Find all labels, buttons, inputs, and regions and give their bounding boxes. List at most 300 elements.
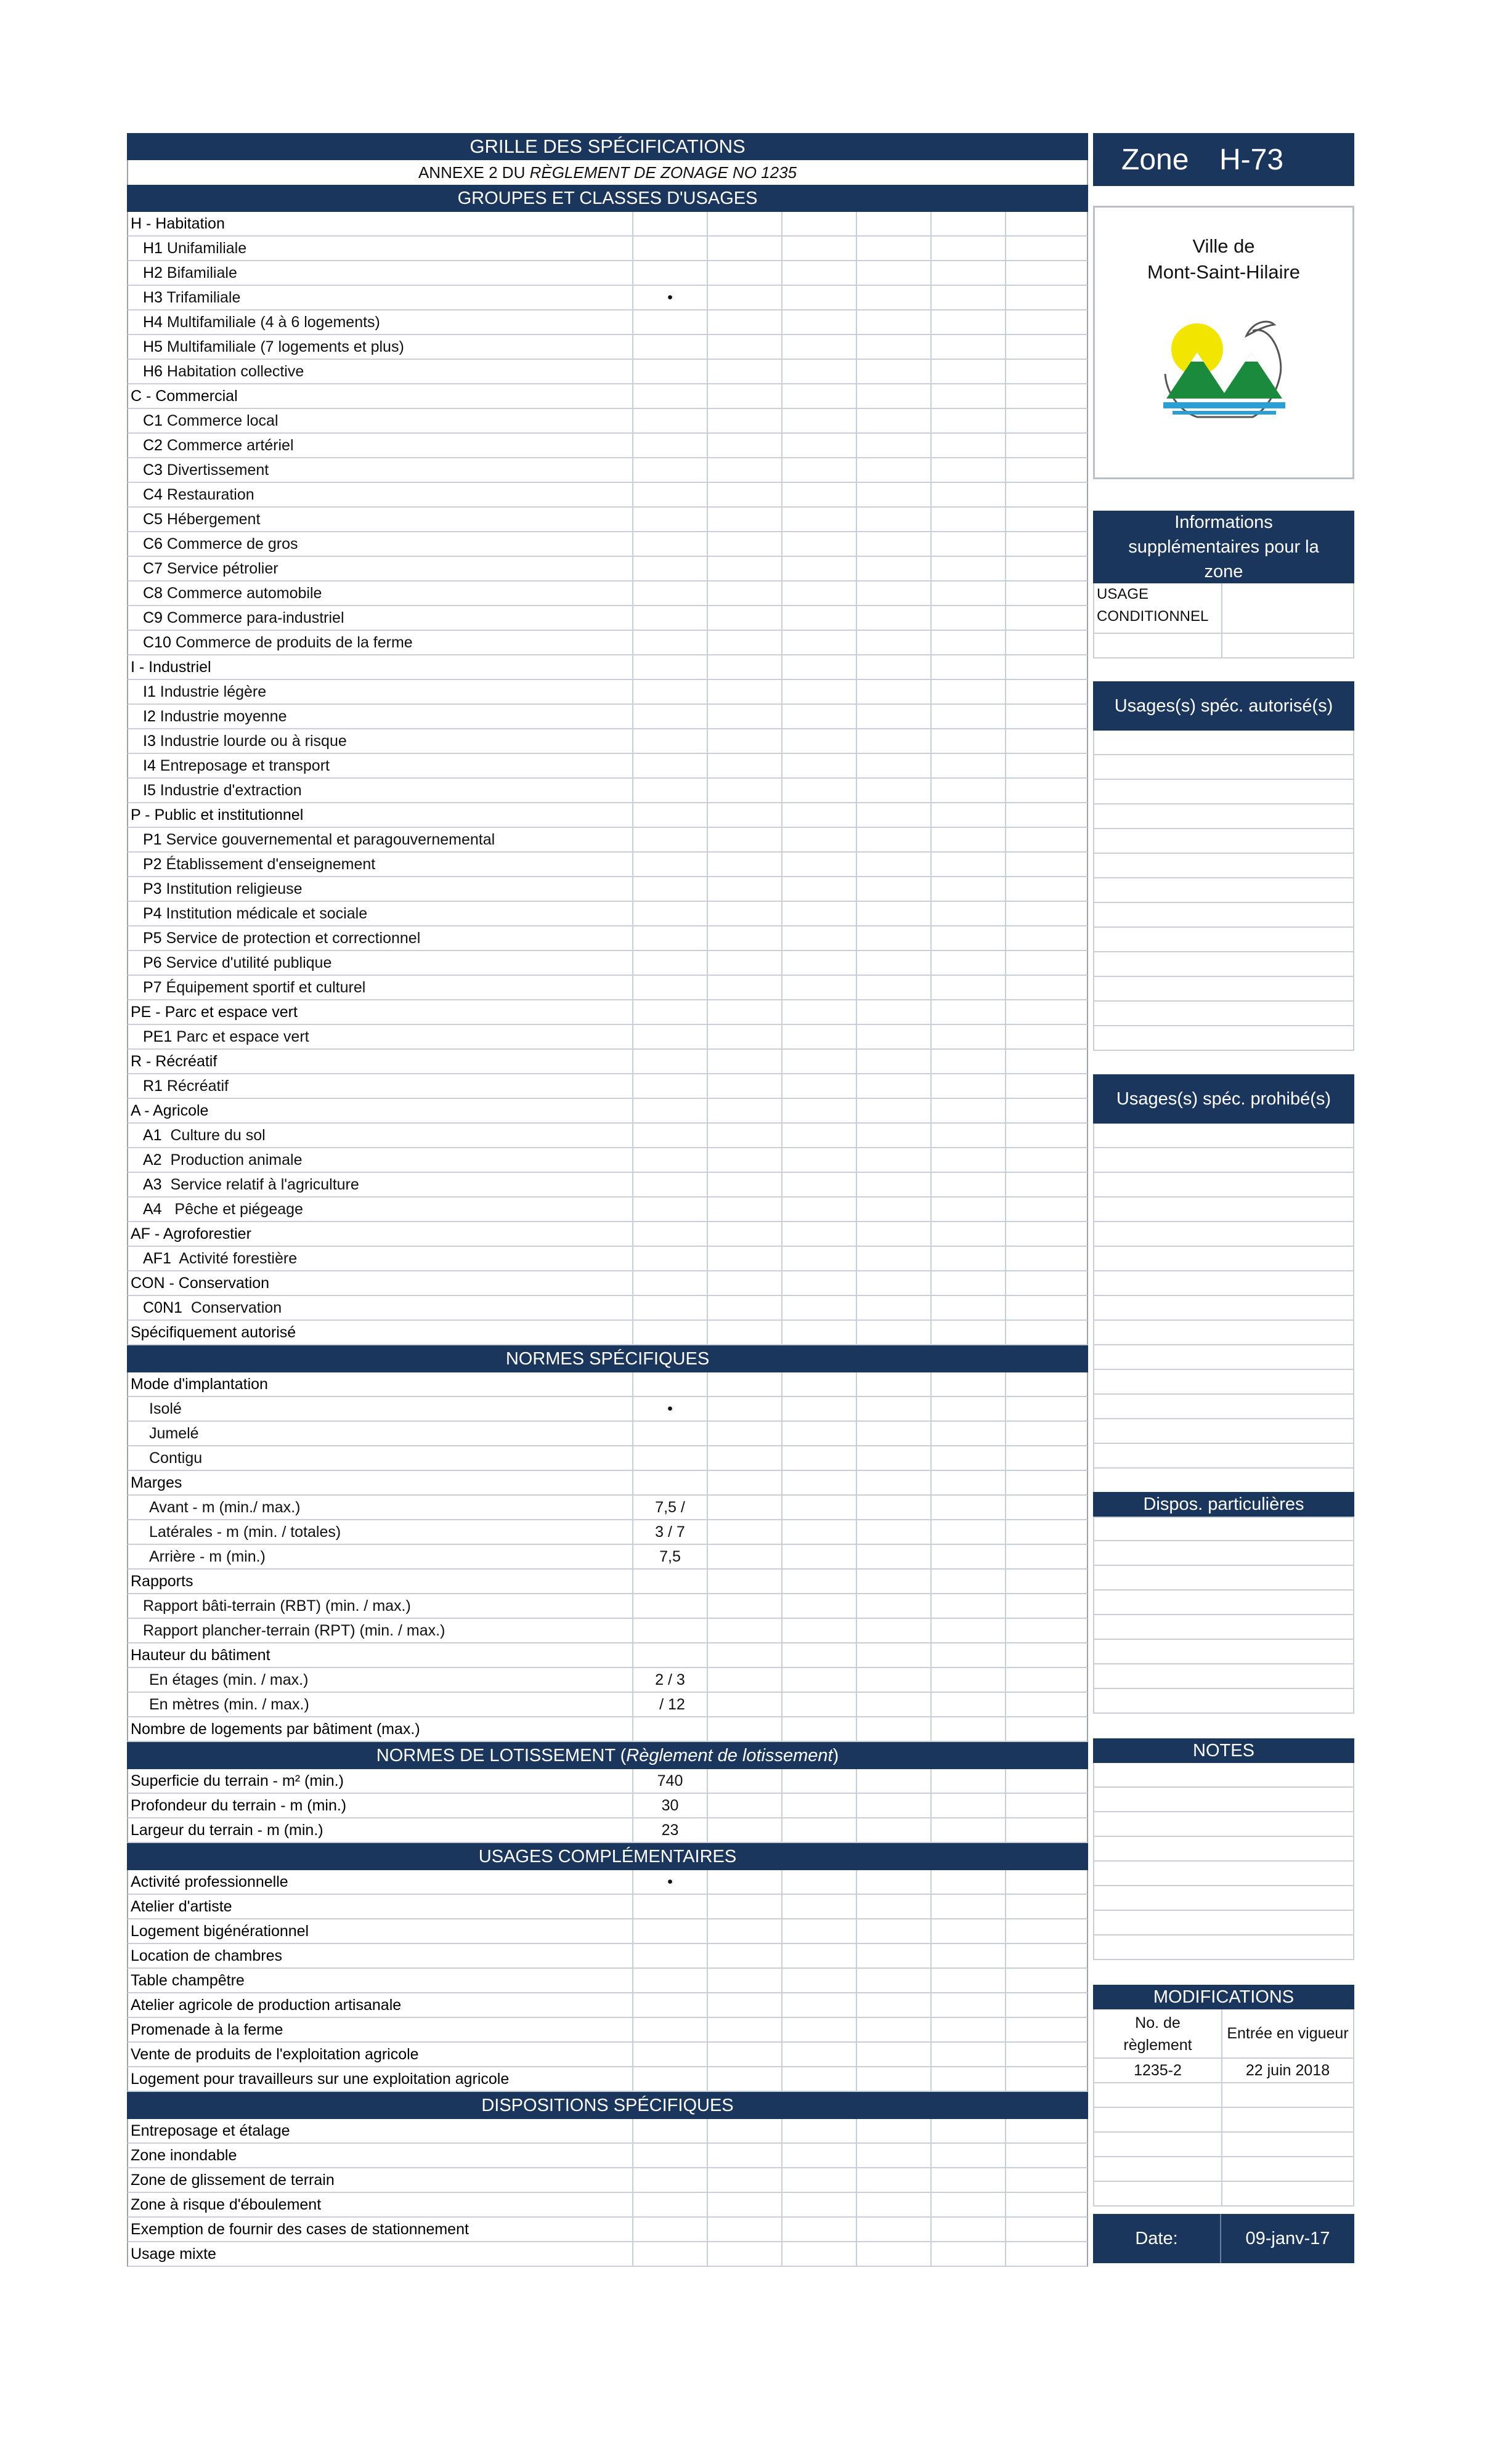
empty-row[interactable] [1093,952,1354,977]
grid-cell[interactable] [781,1496,856,1519]
grid-cell[interactable] [707,1247,781,1270]
grid-cell[interactable] [781,631,856,654]
grid-cell[interactable] [781,705,856,728]
grid-cell[interactable] [707,1619,781,1642]
grid-cell[interactable] [781,286,856,309]
grid-cell[interactable] [632,951,707,975]
grid-cell[interactable] [1005,2144,1079,2167]
grid-cell[interactable] [781,606,856,630]
grid-cell[interactable] [781,2168,856,2192]
grid-cell[interactable] [856,2043,930,2066]
empty-row[interactable] [1093,1911,1354,1935]
grid-cell[interactable] [1005,384,1079,408]
grid-cell[interactable] [930,1693,1005,1716]
grid-cell[interactable] [930,877,1005,901]
grid-cell[interactable] [781,803,856,827]
grid-cell[interactable] [781,1271,856,1295]
grid-cell[interactable] [781,310,856,334]
empty-row[interactable] [1093,1345,1354,1370]
grid-cell[interactable] [707,1969,781,1992]
grid-cell[interactable] [707,1717,781,1741]
grid-cell[interactable] [1005,1296,1079,1319]
grid-cell[interactable] [856,1271,930,1295]
grid-cell[interactable] [930,1818,1005,1842]
grid-cell[interactable] [856,729,930,753]
grid-cell[interactable] [856,1895,930,1918]
grid-cell[interactable] [930,335,1005,359]
grid-cell[interactable] [930,705,1005,728]
grid-cell[interactable] [632,655,707,679]
grid-cell[interactable] [930,1397,1005,1420]
grid-cell[interactable] [856,286,930,309]
grid-cell[interactable] [856,360,930,383]
grid-cell[interactable] [781,1769,856,1793]
grid-cell[interactable] [856,951,930,975]
grid-cell[interactable] [632,1446,707,1470]
grid-cell[interactable] [707,902,781,925]
grid-cell[interactable] [707,1124,781,1147]
grid-cell[interactable] [856,582,930,605]
grid-cell[interactable] [930,2144,1005,2167]
grid-cell[interactable] [632,1619,707,1642]
grid-cell[interactable] [856,803,930,827]
grid-cell[interactable] [707,1025,781,1048]
grid-cell[interactable] [930,1198,1005,1221]
grid-cell[interactable] [930,1271,1005,1295]
grid-cell[interactable] [1005,1668,1079,1692]
mod-date[interactable] [1221,2083,1353,2107]
grid-cell[interactable] [1005,508,1079,531]
grid-cell[interactable] [856,2242,930,2266]
grid-cell[interactable] [930,532,1005,556]
empty-row[interactable] [1093,1615,1354,1640]
grid-cell[interactable] [1005,1148,1079,1172]
mod-date[interactable] [1221,2133,1353,2156]
grid-cell[interactable] [781,2018,856,2041]
grid-cell[interactable] [856,754,930,777]
empty-row[interactable] [1093,1271,1354,1296]
grid-cell[interactable] [632,902,707,925]
grid-cell[interactable] [930,1372,1005,1396]
grid-cell[interactable] [930,1099,1005,1122]
grid-cell[interactable] [930,2168,1005,2192]
grid-cell[interactable] [707,286,781,309]
grid-cell[interactable] [781,1446,856,1470]
grid-cell[interactable] [930,655,1005,679]
grid-cell[interactable] [632,2018,707,2041]
grid-cell[interactable] [856,1594,930,1618]
grid-cell[interactable] [781,779,856,802]
grid-cell[interactable] [632,483,707,506]
grid-cell[interactable] [707,926,781,950]
grid-cell[interactable] [1005,2119,1079,2142]
grid-cell[interactable] [930,1422,1005,1445]
grid-cell[interactable] [632,582,707,605]
grid-cell[interactable] [707,2218,781,2241]
grid-cell[interactable] [632,335,707,359]
usage-conditionnel-value[interactable] [1221,583,1353,633]
grid-cell[interactable] [856,902,930,925]
grid-cell[interactable] [1005,261,1079,285]
grid-cell[interactable] [781,1643,856,1667]
grid-cell[interactable] [856,1148,930,1172]
grid-cell[interactable] [632,1594,707,1618]
grid-cell[interactable] [856,1643,930,1667]
grid-cell[interactable] [856,2168,930,2192]
grid-cell[interactable] [781,1993,856,2017]
empty-row[interactable] [1093,1444,1354,1469]
mod-date[interactable] [1221,2157,1353,2181]
grid-cell[interactable] [781,1717,856,1741]
grid-cell[interactable] [632,2242,707,2266]
grid-cell[interactable] [632,384,707,408]
grid-cell[interactable] [632,1643,707,1667]
grid-cell[interactable] [856,1025,930,1048]
mod-reglement[interactable] [1094,2182,1221,2205]
grid-cell[interactable] [707,2193,781,2216]
grid-cell[interactable] [781,655,856,679]
grid-cell[interactable] [930,1969,1005,1992]
grid-cell[interactable] [930,754,1005,777]
grid-cell[interactable] [632,212,707,235]
grid-cell[interactable] [1005,853,1079,876]
grid-cell[interactable] [707,877,781,901]
grid-cell[interactable] [856,1397,930,1420]
grid-cell[interactable] [632,237,707,260]
grid-cell[interactable] [930,853,1005,876]
grid-cell[interactable] [930,2119,1005,2142]
grid-cell[interactable] [930,557,1005,580]
grid-cell[interactable] [632,1895,707,1918]
grid-cell[interactable] [781,1969,856,1992]
grid-cell[interactable] [856,853,930,876]
grid-cell[interactable] [707,1422,781,1445]
grid-cell[interactable] [1005,1643,1079,1667]
empty-row[interactable] [1093,1124,1354,1148]
grid-cell[interactable] [930,1247,1005,1270]
empty-row[interactable] [1093,1566,1354,1591]
grid-cell[interactable] [856,1124,930,1147]
grid-cell[interactable] [707,1000,781,1024]
mod-reglement[interactable] [1094,2083,1221,2107]
grid-cell[interactable] [856,237,930,260]
grid-cell[interactable] [707,1993,781,2017]
grid-cell[interactable] [930,360,1005,383]
grid-cell[interactable] [707,1520,781,1544]
grid-cell[interactable] [1005,1222,1079,1246]
grid-cell[interactable] [856,384,930,408]
grid-cell[interactable] [632,310,707,334]
grid-cell[interactable] [781,1944,856,1968]
grid-cell[interactable] [781,1050,856,1073]
grid-cell[interactable] [707,828,781,851]
grid-cell[interactable] [856,1570,930,1593]
grid-cell[interactable] [707,729,781,753]
grid-cell[interactable] [707,1222,781,1246]
grid-cell[interactable] [1005,655,1079,679]
grid-cell[interactable] [1005,1993,1079,2017]
empty-row[interactable] [1093,1026,1354,1051]
grid-cell[interactable] [632,1919,707,1943]
empty-row[interactable] [1093,1689,1354,1714]
grid-cell[interactable] [781,1372,856,1396]
grid-cell[interactable] [856,1222,930,1246]
grid-cell[interactable] [632,1422,707,1445]
grid-cell[interactable] [856,1545,930,1568]
grid-cell[interactable] [1005,1919,1079,1943]
grid-cell[interactable] [707,483,781,506]
grid-cell[interactable] [930,2242,1005,2266]
grid-cell[interactable] [1005,2218,1079,2241]
grid-cell[interactable] [632,729,707,753]
grid-cell[interactable] [930,2193,1005,2216]
grid-cell[interactable] [707,1769,781,1793]
empty-row[interactable] [1093,1664,1354,1689]
grid-cell[interactable] [930,2218,1005,2241]
grid-cell[interactable] [707,1271,781,1295]
grid-cell[interactable] [707,532,781,556]
grid-cell[interactable] [930,1717,1005,1741]
grid-cell[interactable] [1005,532,1079,556]
grid-cell[interactable] [856,2067,930,2091]
grid-cell[interactable] [707,1545,781,1568]
grid-cell[interactable] [781,1794,856,1817]
grid-cell[interactable] [632,1124,707,1147]
empty-row[interactable] [1093,1935,1354,1960]
grid-cell[interactable] [856,532,930,556]
grid-cell[interactable] [707,1818,781,1842]
grid-cell[interactable] [632,1321,707,1344]
grid-cell[interactable] [707,976,781,999]
grid-cell[interactable] [632,1296,707,1319]
grid-cell[interactable] [930,310,1005,334]
empty-row[interactable] [1093,1640,1354,1664]
grid-cell[interactable]: • [632,1397,707,1420]
grid-cell[interactable] [707,680,781,703]
grid-cell[interactable] [856,508,930,531]
mod-date[interactable] [1221,2108,1353,2131]
grid-cell[interactable] [930,1570,1005,1593]
grid-cell[interactable] [632,926,707,950]
grid-cell[interactable] [781,902,856,925]
grid-cell[interactable] [856,1668,930,1692]
grid-cell[interactable] [856,1769,930,1793]
grid-cell[interactable] [856,1693,930,1716]
grid-cell[interactable] [1005,606,1079,630]
grid-cell[interactable] [856,877,930,901]
empty-row[interactable] [1093,1812,1354,1837]
empty-row[interactable] [1093,1788,1354,1812]
grid-cell[interactable] [1005,754,1079,777]
grid-cell[interactable] [856,680,930,703]
grid-cell[interactable] [781,976,856,999]
grid-cell[interactable] [781,1818,856,1842]
grid-cell[interactable] [930,1870,1005,1894]
empty-row[interactable] [1093,1321,1354,1345]
grid-cell[interactable] [632,409,707,432]
grid-cell[interactable] [856,1993,930,2017]
grid-cell[interactable] [1005,1969,1079,1992]
grid-cell[interactable] [1005,310,1079,334]
grid-cell[interactable] [632,532,707,556]
grid-cell[interactable] [632,557,707,580]
grid-cell[interactable] [707,237,781,260]
empty-row[interactable] [1093,928,1354,952]
grid-cell[interactable]: 740 [632,1769,707,1793]
grid-cell[interactable] [1005,237,1079,260]
grid-cell[interactable] [632,1198,707,1221]
grid-cell[interactable] [707,803,781,827]
grid-cell[interactable] [1005,1397,1079,1420]
grid-cell[interactable] [1005,1422,1079,1445]
grid-cell[interactable] [1005,1247,1079,1270]
grid-cell[interactable] [1005,409,1079,432]
empty-row[interactable] [1093,755,1354,780]
empty-row[interactable] [1093,1296,1354,1321]
grid-cell[interactable] [856,1321,930,1344]
empty-row[interactable] [1093,903,1354,928]
grid-cell[interactable] [781,1198,856,1221]
empty-row[interactable] [1093,1541,1354,1566]
grid-cell[interactable] [930,951,1005,975]
grid-cell[interactable] [707,1397,781,1420]
grid-cell[interactable] [856,212,930,235]
grid-cell[interactable] [930,803,1005,827]
grid-cell[interactable] [930,1668,1005,1692]
grid-cell[interactable] [856,926,930,950]
grid-cell[interactable] [930,1919,1005,1943]
grid-cell[interactable] [707,1870,781,1894]
grid-cell[interactable] [930,926,1005,950]
grid-cell[interactable] [856,705,930,728]
grid-cell[interactable] [632,360,707,383]
mod-date[interactable] [1221,2182,1353,2205]
grid-cell[interactable] [930,458,1005,482]
grid-cell[interactable] [930,508,1005,531]
grid-cell[interactable] [632,2119,707,2142]
empty-row[interactable] [1093,1591,1354,1615]
grid-cell[interactable] [707,779,781,802]
grid-cell[interactable] [856,976,930,999]
empty-row[interactable] [1093,1419,1354,1444]
grid-cell[interactable] [781,434,856,457]
grid-cell[interactable] [707,310,781,334]
grid-cell[interactable] [1005,779,1079,802]
grid-cell[interactable] [930,1794,1005,1817]
grid-cell[interactable] [632,1222,707,1246]
grid-cell[interactable] [781,508,856,531]
grid-cell[interactable] [930,2043,1005,2066]
grid-cell[interactable] [632,1148,707,1172]
grid-cell[interactable] [856,1422,930,1445]
grid-cell[interactable] [632,631,707,654]
grid-cell[interactable] [856,1969,930,1992]
grid-cell[interactable]: • [632,286,707,309]
grid-cell[interactable] [1005,803,1079,827]
grid-cell[interactable] [632,779,707,802]
grid-cell[interactable] [707,705,781,728]
grid-cell[interactable] [1005,1496,1079,1519]
empty-row[interactable] [1093,1862,1354,1886]
grid-cell[interactable] [1005,1446,1079,1470]
grid-cell[interactable] [1005,1074,1079,1098]
mod-reglement[interactable] [1094,2157,1221,2181]
grid-cell[interactable] [781,2119,856,2142]
grid-cell[interactable] [632,877,707,901]
grid-cell[interactable] [632,1173,707,1196]
grid-cell[interactable] [1005,2168,1079,2192]
grid-cell[interactable] [1005,1271,1079,1295]
grid-cell[interactable] [856,1050,930,1073]
mod-date[interactable]: 22 juin 2018 [1221,2059,1353,2082]
grid-cell[interactable] [707,853,781,876]
grid-cell[interactable] [781,877,856,901]
grid-cell[interactable] [1005,680,1079,703]
grid-cell[interactable] [1005,1870,1079,1894]
empty-row[interactable] [1093,731,1354,755]
grid-cell[interactable] [781,1619,856,1642]
grid-cell[interactable] [781,483,856,506]
grid-cell[interactable] [781,1000,856,1024]
grid-cell[interactable] [930,729,1005,753]
grid-cell[interactable] [781,828,856,851]
grid-cell[interactable] [930,434,1005,457]
grid-cell[interactable] [707,434,781,457]
grid-cell[interactable] [930,384,1005,408]
grid-cell[interactable] [707,1919,781,1943]
grid-cell[interactable] [781,1397,856,1420]
grid-cell[interactable] [930,1643,1005,1667]
grid-cell[interactable] [856,1496,930,1519]
grid-cell[interactable] [781,237,856,260]
grid-cell[interactable] [632,2067,707,2091]
grid-cell[interactable] [707,458,781,482]
grid-cell[interactable] [632,2218,707,2241]
grid-cell[interactable] [1005,926,1079,950]
grid-cell[interactable] [1005,951,1079,975]
grid-cell[interactable]: 7,5 [632,1545,707,1568]
grid-cell[interactable] [781,2144,856,2167]
grid-cell[interactable] [930,237,1005,260]
grid-cell[interactable] [707,606,781,630]
grid-cell[interactable] [1005,1198,1079,1221]
grid-cell[interactable] [930,483,1005,506]
grid-cell[interactable] [781,212,856,235]
grid-cell[interactable] [856,1372,930,1396]
grid-cell[interactable] [781,1693,856,1716]
grid-cell[interactable] [1005,1895,1079,1918]
grid-cell[interactable] [781,409,856,432]
grid-cell[interactable] [632,434,707,457]
grid-cell[interactable] [781,335,856,359]
grid-cell[interactable] [856,1000,930,1024]
grid-cell[interactable] [632,1471,707,1494]
grid-cell[interactable]: 30 [632,1794,707,1817]
empty-row[interactable] [1093,977,1354,1002]
grid-cell[interactable] [1005,976,1079,999]
grid-cell[interactable] [1005,1025,1079,1048]
grid-cell[interactable] [856,1919,930,1943]
grid-cell[interactable] [781,1570,856,1593]
grid-cell[interactable] [856,335,930,359]
grid-cell[interactable] [707,1471,781,1494]
grid-cell[interactable] [856,2144,930,2167]
grid-cell[interactable] [856,655,930,679]
grid-cell[interactable] [707,1693,781,1716]
grid-cell[interactable] [781,729,856,753]
grid-cell[interactable] [930,212,1005,235]
grid-cell[interactable] [856,1296,930,1319]
